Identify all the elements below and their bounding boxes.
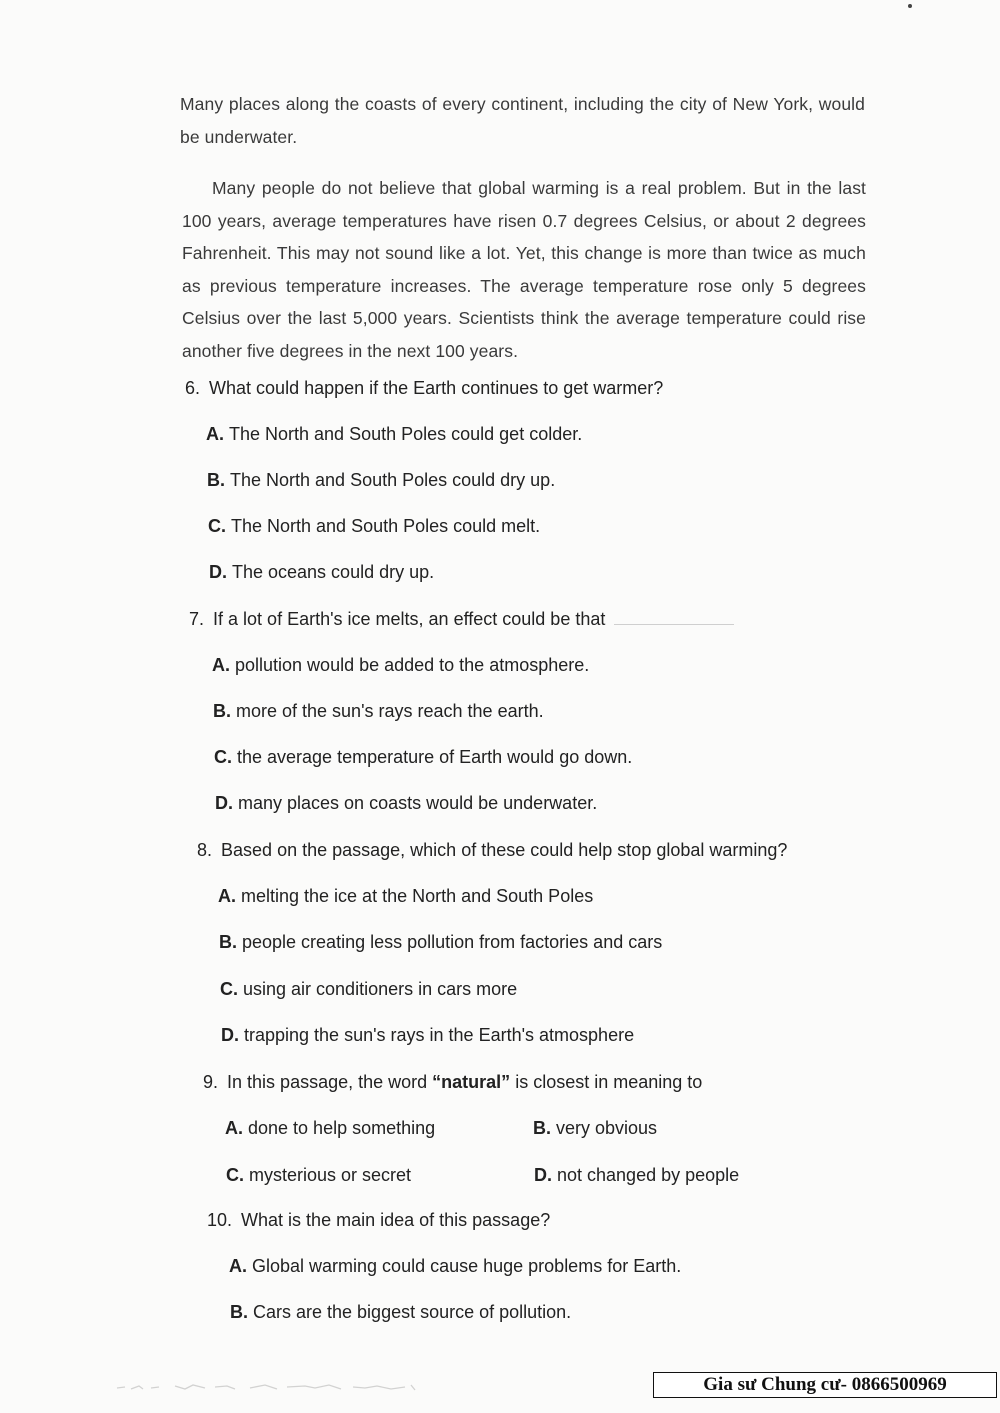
option-text: Global warming could cause huge problems for Earth. (252, 1256, 682, 1276)
question-text: What is the main idea of this passage? (241, 1210, 551, 1230)
option-text: The North and South Poles could dry up. (230, 470, 556, 490)
question-text-before: In this passage, the word (227, 1072, 428, 1092)
option-text: done to help something (248, 1118, 436, 1138)
option-letter: A. (206, 424, 224, 444)
question-8-option-d[interactable] (221, 1025, 634, 1046)
corner-mark (908, 4, 912, 8)
question-8-option-a[interactable] (218, 886, 593, 907)
option-text: very obvious (556, 1118, 658, 1138)
question-number: 8. (197, 840, 213, 860)
option-letter: A. (225, 1118, 243, 1138)
question-10 (207, 1210, 550, 1231)
passage-paragraph-2 (182, 172, 866, 367)
option-letter: C. (220, 979, 238, 999)
option-text: not changed by people (557, 1165, 740, 1185)
question-10-option-a[interactable] (229, 1256, 681, 1277)
option-letter: C. (214, 747, 232, 767)
option-text: trapping the sun's rays in the Earth's atmosphere (244, 1025, 635, 1045)
question-9-option-b[interactable] (533, 1118, 657, 1139)
question-text: If a lot of Earth's ice melts, an effect could be that (213, 609, 606, 629)
question-7-option-b[interactable] (213, 701, 544, 722)
question-7-option-d[interactable] (215, 793, 597, 814)
question-8-option-c[interactable] (220, 979, 517, 1000)
question-7-option-c[interactable] (214, 747, 632, 768)
option-text: more of the sun's rays reach the earth. (236, 701, 544, 721)
option-letter: B. (219, 932, 237, 952)
tutor-contact-label (653, 1372, 997, 1398)
question-10-option-b[interactable] (230, 1302, 571, 1323)
option-text: Cars are the biggest source of pollution. (253, 1302, 572, 1322)
question-text: What could happen if the Earth continues to get warmer? (209, 378, 664, 398)
option-text: The North and South Poles could get colder. (229, 424, 583, 444)
passage-paragraph-1 (180, 88, 865, 153)
option-letter: D. (209, 562, 227, 582)
question-7 (189, 609, 734, 630)
question-8 (197, 840, 787, 861)
option-text: the average temperature of Earth would go down. (237, 747, 633, 767)
option-text: pollution would be added to the atmosphere. (235, 655, 590, 675)
option-text: many places on coasts would be underwater. (238, 793, 598, 813)
question-9-option-a[interactable] (225, 1118, 435, 1139)
question-9-option-c[interactable] (226, 1165, 411, 1186)
question-number: 10. (207, 1210, 233, 1230)
passage-text-1: Many places along the coasts of every continent, including the city of New York, would be underwater. (180, 94, 865, 147)
question-7-option-a[interactable] (212, 655, 589, 676)
faint-bleedthrough-marks (115, 1378, 420, 1394)
option-text: mysterious or secret (249, 1165, 412, 1185)
answer-blank (614, 624, 734, 625)
option-letter: A. (218, 886, 236, 906)
question-number: 9. (203, 1072, 219, 1092)
option-letter: D. (215, 793, 233, 813)
option-letter: B. (230, 1302, 248, 1322)
question-8-option-b[interactable] (219, 932, 662, 953)
passage-text-2: Many people do not believe that global warming is a real problem. But in the last 100 years, average temperatures have risen 0.7 degrees Celsius, or about 2 degrees Fahrenheit. This may not sound like a lot. Yet, this change is more than twice as much as previous temperature increases. The average temperature rose only 5 degrees Celsius over the last 5,000 years. Scientists think the average temperature could rise another five degrees in the next 100 years. (182, 178, 866, 361)
option-text: melting the ice at the North and South Poles (241, 886, 594, 906)
option-letter: C. (226, 1165, 244, 1185)
option-text: The North and South Poles could melt. (231, 516, 541, 536)
option-letter: D. (534, 1165, 552, 1185)
question-number: 6. (185, 378, 201, 398)
question-6 (185, 378, 663, 399)
option-letter: D. (221, 1025, 239, 1045)
question-6-option-a[interactable] (206, 424, 582, 445)
option-text: The oceans could dry up. (232, 562, 435, 582)
question-6-option-b[interactable] (207, 470, 555, 491)
option-letter: B. (213, 701, 231, 721)
option-letter: B. (533, 1118, 551, 1138)
question-9-option-d[interactable] (534, 1165, 739, 1186)
option-text: people creating less pollution from factories and cars (242, 932, 663, 952)
question-keyword: “natural” (432, 1072, 511, 1092)
question-text-after: is closest in meaning to (515, 1072, 703, 1092)
question-text: Based on the passage, which of these could help stop global warming? (221, 840, 788, 860)
question-6-option-d[interactable] (209, 562, 434, 583)
question-6-option-c[interactable] (208, 516, 540, 537)
option-letter: A. (212, 655, 230, 675)
question-9 (203, 1072, 702, 1093)
option-letter: C. (208, 516, 226, 536)
question-number: 7. (189, 609, 205, 629)
tutor-contact-text: Gia sư Chung cư- 0866500969 (703, 1374, 947, 1395)
option-text: using air conditioners in cars more (243, 979, 518, 999)
option-letter: B. (207, 470, 225, 490)
option-letter: A. (229, 1256, 247, 1276)
